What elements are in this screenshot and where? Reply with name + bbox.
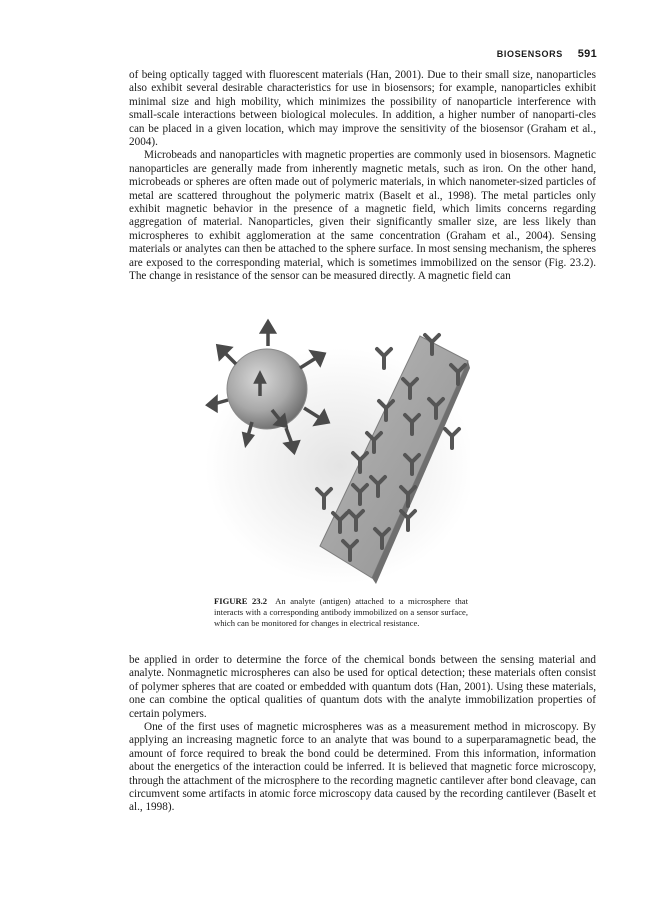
figure-23-2-illustration <box>200 316 470 584</box>
paragraph: be applied in order to determine the force of the chemical bonds between the sensing material and analyte. Nonmagnetic microspheres can also be used for optical detection; these materials often consist of polymer spheres that are coated or embedded with quantum dots (Han, 2001). Using these materials, one can combine the optical qualities of quantum dots with the analyte immobilization properties of certain polymers. <box>129 654 596 720</box>
figure-caption <box>214 596 468 630</box>
paragraph: Microbeads and nanoparticles with magnetic properties are commonly used in biosensors. Magnetic nanoparticles are generally made from inherently magnetic metals, such as iron. On the other hand, microbeads or spheres are often made out of polymeric materials, in which nanometer-sized particles of metal are scattered throughout the polymeric matrix (Baselt et al., 1998). The metal particles only exhibit magnetic behavior in the presence of a magnetic field, which limits concerns regarding aggregation of material. Nanoparticles, given their significantly smaller size, are less likely than microspheres to exhibit agglomeration at the same concentration (Graham et al., 2004). Sensing materials or analytes can then be attached to the sphere surface. In most sensing mechanism, the spheres are exposed to the corresponding material, which is sometimes immobilized on the sensor (Fig. 23.2). The change in resistance of the sensor can be measured directly. A magnetic field can <box>129 149 596 283</box>
microsphere <box>227 349 307 429</box>
running-header <box>497 48 597 60</box>
body-text-top <box>129 69 596 284</box>
paragraph: One of the first uses of magnetic microspheres was as a measurement method in microscopy. By applying an increasing magnetic force to an analyte that was bound to a superparamagnetic bead, the amount of force required to break the bond could be determined. From this information, information about the energetics of the interaction could be inferred. It is believed that magnetic force microscopy, through the attachment of the microsphere to the recording magnetic cantilever after bond cleavage, can circumvent some artifacts in atomic force microscopy data caused by the recording cantilever (Baselt et al., 1998). <box>129 721 596 814</box>
page-number: 591 <box>577 48 597 60</box>
figure-caption-text: An analyte (antigen) attached to a microsphere that interacts with a corresponding antibody immobilized on a sensor surface, which can be monitored for changes in electrical resistance. <box>214 596 468 629</box>
microsphere-sensor-illustration <box>200 316 470 584</box>
figure-label: FIGURE 23.2 <box>214 596 268 606</box>
section-title: BIOSENSORS <box>496 49 563 59</box>
paragraph: of being optically tagged with fluorescent materials (Han, 2001). Due to their small size, nanoparticles also exhibit several desirable characteristics for use in biosensors; for example, nanoparticles exhibit minimal size and high mobility, which minimizes the possibility of nanoparticle interference with small-scale interactions between biological molecules. In addition, a higher number of nanoparti-cles can be placed in a given location, which may improve the sensitivity of the biosensor (Graham et al., 2004). <box>129 69 596 149</box>
body-text-bottom <box>129 654 596 815</box>
